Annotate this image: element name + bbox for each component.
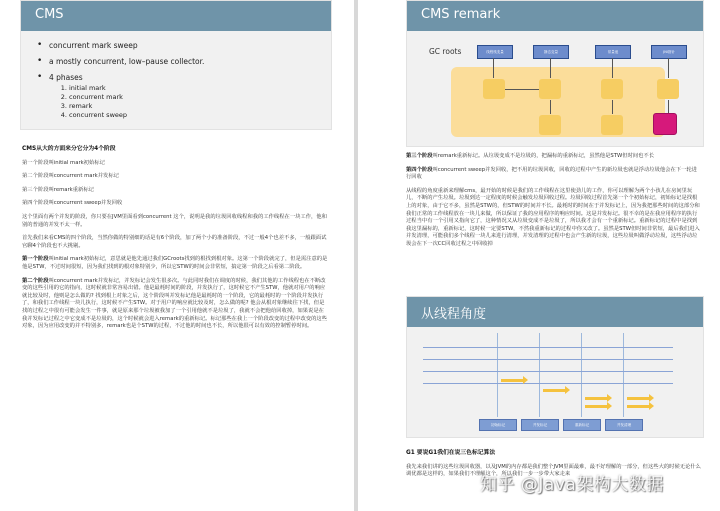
gc-root-box: 线程栈变量 [477,45,513,59]
heap-object [601,79,623,99]
slide-header [407,297,703,327]
paragraph-body: 叫remark重新标记。从垃圾变成不是垃圾的，把漏标的重新标记，虽然他是STW但时间也不长 [432,153,654,159]
paragraph: 这个里面有两个并发的阶段，你只要在JVM里面看到concurrent 这个，说明是我的垃圾回收线程和我的工作线程在一块工作，他和别的普通的并发不太一样。 [22,213,327,228]
heap-object [657,79,679,99]
gc-thread-arrow [585,405,607,408]
heap-object [539,115,561,135]
step-line: 第二个阶段叫concurrent mark并发标记 [22,173,119,180]
paragraph [22,278,328,331]
cms-slide [20,0,332,130]
left-page [0,0,354,511]
phase-box: 重新标记 [563,419,601,431]
reference-arrow [493,58,494,78]
paragraph [406,153,702,161]
slide-title: 从线程角度 [421,307,487,322]
phase-divider [539,333,540,417]
reference-arrow [612,100,613,114]
phase-divider [623,333,624,417]
remarked-object [653,113,677,135]
gc-thread-arrow [627,405,649,408]
phase-divider [581,333,582,417]
bullet-item: • a mostly concurrent, low–pause collector. [37,57,204,66]
paragraph: 我先来我们讲的这些垃圾回收器，以及JVM的内存都是我们整个JVM里面最难，最不好理解的一部分，但这些大的时候无论什么调优都是这样的，如果我们不理解这个，所以我们一步一步带大家走来 [406,463,701,478]
paragraph-lead: 第四个阶段 [406,166,433,173]
app-thread-line [423,383,673,384]
paragraph-lead: 第二个阶段 [22,277,49,284]
bullet-text: 4 phases [49,73,83,82]
reference-arrow [612,58,613,78]
gc-thread-arrow [501,379,523,382]
phase-box: 并发清理 [605,419,643,431]
gc-thread-arrow [585,397,607,400]
phase-item: 2. concurrent mark [69,93,204,101]
phase-box: 并发标记 [521,419,559,431]
gc-roots-label: GC roots [429,47,462,56]
phase-item: 3. remark [69,102,204,110]
bullet-item [37,73,204,119]
section-heading: G1 要说G1我们在说三色标记算法 [406,450,496,456]
left-article-text [22,146,328,337]
phase-item: 1. initial mark [69,84,204,92]
gc-root-box: 常量池 [595,45,631,59]
slide-header [21,1,331,31]
app-thread-line [423,359,673,360]
slide-title: CMS [35,7,64,22]
reference-arrow [668,100,669,113]
gc-root-box: 静态变量 [533,45,569,59]
paragraph-lead: 第三个阶段 [406,153,433,159]
gc-thread-arrow [543,389,565,392]
paragraph: 从线程的角度重新来理解cms，最开始的时候是我们的工作线程在这里使劲儿的工作，你可以理解为两个小孩儿在房间里玩儿，不断的产生垃圾。垃圾到达一定程度的时候会触发垃圾回收过程。垃圾回收过程首先第一个个初始标记，初始标记是找根上的对象，由于它不多，虽然是STW的，但STW的时间并不长。最耗时的时间在于并发标记上，因为我把那些时间的这部分和我们正常的工作线程放在一块儿来做，所以保证了我的应用程序的响应时间。这是并发标记。很不幸的是在我应用程序的执行过程当中有一个引用又指向它了，这种情况又从垃圾变成不是垃圾了，所以我才会有一个重新标记。重新标记的过程中是找到我这里漏标的，重新标记，这时候一定要STW，不然我重新标记的过程中你又改了。虽然是STW但时间非常短，最后我们进入并发清理，可能我们多个线程一块儿来进行清理，并发清理的过程中也会产生新的垃圾，这些垃圾叫做浮动垃圾，这些浮动垃圾会在下一次CC回收过程之中回收掉 [406,187,700,247]
phase-item: 4. concurrent sweep [69,111,204,119]
right-page [358,0,720,511]
cms-remark-slide [406,0,704,147]
paragraph-body: 叫concurrent mark并发标记，并发标记会发生很多次。与此同时我们在调度的时候，我们其他的工作线程也在不断改变的这些引用的它的指向，这时候就非常容易出错。他是最耗时间的阶段，并发执行了，这时候它不产生STW，他就对用户的响应就比较及时，他则是怎么做的? 找到根上对象之后，这个阶段叫并发标记他是最耗时的一个阶段，它的最耗时的一个阶段并发执行了，和我们工作线程一块儿执行，这时候不产生STW。对于用户的响应就比较及时，怎么做的呢? 他会从根对象继续往下找，但是找的过程之中很有可能会发生一件事，就是原来那个垃圾被我加了一个引用他就不是垃圾了，我就不会把他给回收掉，如果说是在我并发标记过程之中它变成不是垃圾的，这个时候就会进入remark的重新标记。标记那些在我上一个阶段改变的过程中改变的这些对象，因为应用改变的并不特别多，remark也是个STW的过程，不过他的时间也不长，所以他很可以有效的控制暂停时间。 [22,277,328,330]
heap-object [601,115,623,135]
thread-view-slide [406,296,704,438]
heap-object [483,79,505,99]
bullet-list [37,41,204,126]
gc-thread-arrow [627,397,649,400]
paragraph-body: 叫concurrent sweep并发回收，把不用的垃圾回收，回收的过程中产生的新垃圾也就是浮动垃圾他会在下一轮进行回收 [406,166,697,181]
paragraph [22,256,328,271]
phase-list [49,84,204,119]
watermark: 知乎 @Java架构大数据 [480,475,664,495]
bullet-item: • concurrent mark sweep [37,41,204,50]
right-article-text [406,153,702,255]
paragraph-body: 叫initial mark初始标记，意思就是他先通过我们GCroots找到的根找到根对象。这第一个阶段就完了，但是需注意的是他是STW，不过时间很短，因为我们找到的根对象特别少，所以它STW的时间会非常短，搞定第一阶段之后看第二阶段。 [22,256,328,270]
slide-header [407,1,703,31]
app-thread-line [423,371,673,372]
app-thread-line [423,347,673,348]
paragraph-lead: 第一个阶段 [22,256,49,263]
paragraph: 首先我们来看CMS的四个阶段，当然你做的特别细的话是有6个阶段，加了两个小的准备阶段，不过一般4个也差不多，一般跟面试官聊4个阶段也不大挑剔。 [22,235,327,249]
gc-root-box: JNI指针 [651,45,687,59]
reference-arrow [550,100,551,114]
step-line: 第四个阶段叫concurrent sweep并发回收 [22,200,123,207]
phase-box: 初始标记 [479,419,517,431]
slide-title: CMS remark [421,7,501,22]
reference-arrow [505,89,539,90]
reference-arrow [668,58,669,78]
step-line: 第三个阶段叫remark重新标记 [22,186,94,193]
paragraph [406,167,702,182]
reference-arrow [550,58,551,78]
section-heading: CMS从大的方面来分它分为4个阶段 [22,146,116,152]
step-line: 第一个阶段叫initial mark初始标记 [22,159,105,166]
phase-divider [497,333,498,417]
heap-object [539,79,561,99]
